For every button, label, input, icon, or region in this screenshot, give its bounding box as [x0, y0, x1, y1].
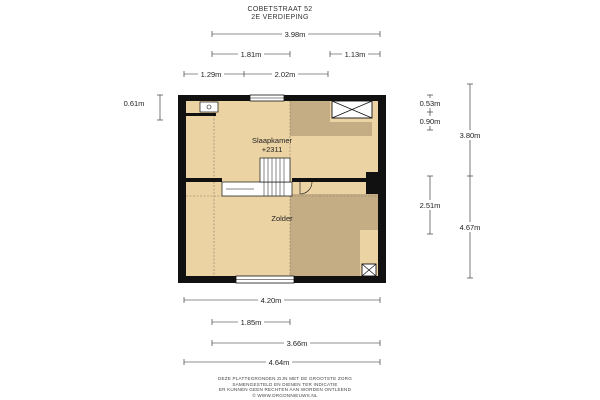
disclaimer-line: SAMENGESTELD EN DIENEN TER INDICATIE — [232, 381, 338, 387]
dim-bottom-4: 4.64m — [268, 358, 290, 367]
dim-bottom-2: 1.85m — [240, 318, 262, 327]
dim-top-sub-left: 1.29m — [200, 70, 222, 79]
room-label-zolder: Zolder — [271, 214, 293, 223]
shaft-bottom — [362, 264, 376, 276]
dim-bottom-1: 4.20m — [260, 296, 282, 305]
floor-title: 2E VERDIEPING — [251, 14, 309, 21]
dim-top-left: 1.81m — [240, 50, 262, 59]
dim-right-small-1: 0.53m — [419, 99, 441, 108]
dim-right-small-2: 0.90m — [419, 117, 441, 126]
disclaimer-line: ER KUNNEN GEEN RECHTEN AAN WORDEN ONTLEEND — [218, 387, 352, 393]
disclaimer-line: © WWW.DRGONNIEUWS.NL — [252, 392, 318, 398]
disclaimer — [160, 376, 410, 398]
sloped-area-bottom — [290, 230, 360, 276]
dim-top-sub-right: 2.02m — [274, 70, 296, 79]
room-code-slaapkamer: +2311 — [261, 145, 283, 154]
dim-left-small: 0.61m — [123, 99, 145, 108]
dim-top-right: 1.13m — [344, 50, 366, 59]
dim-bottom-3: 3.66m — [286, 339, 308, 348]
room-label-slaapkamer: Slaapkamer — [251, 136, 293, 145]
dim-right-lower: 4.67m — [459, 223, 481, 232]
dim-top-total: 3.98m — [284, 30, 306, 39]
dim-right-upper: 3.80m — [459, 131, 481, 140]
shaft-top — [332, 101, 372, 118]
sloped-area-right — [290, 194, 378, 230]
sink — [200, 102, 218, 112]
disclaimer-line: DEZE PLATTEGRONDEN ZIJN MET DE GROOTSTE ZORG — [218, 376, 352, 381]
dim-right-mid: 2.51m — [419, 201, 441, 210]
address-title: COBETSTRAAT 52 — [247, 6, 313, 13]
